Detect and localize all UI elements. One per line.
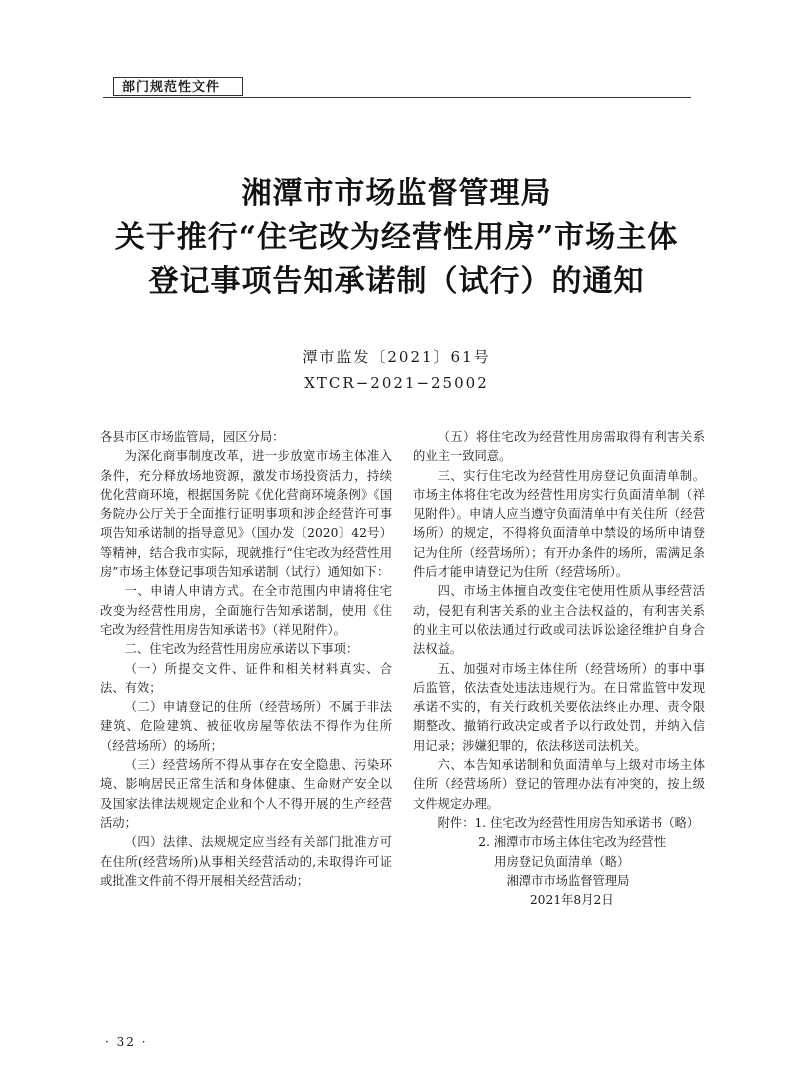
- paragraph: 五、加强对市场主体住所（经营场所）的事中事后监管，依法查处违法违规行为。在日常监管中发现承诺不实的，有关行政机关要依法终止办理、责令限期整改、撤销行政决定或者予以行政处罚，并纳入信用记录；涉嫌犯罪的，依法移送司法机关。: [413, 661, 705, 753]
- attachment-line: 2. 湘潭市市场主体住宅改为经营性: [478, 835, 666, 850]
- date: 2021年8月2日: [529, 893, 614, 908]
- paragraph: （二）申请登记的住所（经营场所）不属于非法建筑、危险建筑、被征收房屋等依法不得作为住所（经营场所）的场所；: [100, 700, 392, 753]
- attachments: [413, 814, 705, 872]
- paragraph: （一）所提交文件、证件和相关材料真实、合法、有效；: [100, 661, 392, 695]
- document-title: [80, 172, 713, 304]
- signature: 湘潭市市场监督管理局: [506, 873, 630, 888]
- paragraph: （五）将住宅改为经营性用房需取得有利害关系的业主一致同意。: [413, 430, 705, 464]
- title-line-2: 关于推行“住宅改为经营性用房”市场主体: [114, 220, 679, 255]
- paragraph: 一、申请人申请方式。在全市范围内申请将住宅改变为经营性用房，全面施行告知承诺制，使用《住宅改为经营性用房告知承诺书》（祥见附件）。: [100, 584, 392, 637]
- document-code: XTCR−2021−25002: [304, 374, 489, 392]
- section-tag: 部门规范性文件: [113, 77, 243, 96]
- page-number: · 32 ·: [105, 1035, 148, 1049]
- paragraph: 为深化商事制度改革，进一步放宽市场主体准入条件，充分释放场地资源，激发市场投资活力，持续优化营商环境，根据国务院《优化营商环境条例》《国务院办公厅关于全面推行证明事项和涉企经营许可事项告知承诺制的指导意见》（国办发〔2020〕42号）等精神，结合我市实际，现就推行“住宅改为经营性用房”市场主体登记事项告知承诺制（试行）通知如下：: [100, 449, 392, 580]
- left-column: [100, 428, 392, 891]
- paragraph: 二、住宅改为经营性用房应承诺以下事项：: [124, 642, 359, 657]
- header-rule: [103, 97, 691, 98]
- salutation: 各县市区市场监管局，园区分局：: [100, 430, 285, 444]
- document-number-block: [0, 344, 793, 396]
- paragraph: 六、本告知承诺制和负面清单与上级对市场主体住所（经营场所）登记的管理办法有冲突的，按上级文件规定办理。: [413, 758, 705, 811]
- paragraph: （三）经营场所不得从事存在安全隐患、污染环境、影响居民正常生活和身体健康、生命财产安全以及国家法律法规规定企业和个人不得开展的生产经营活动；: [100, 758, 392, 830]
- attachment-line: 用房登记负面清单（略）: [494, 854, 630, 869]
- paragraph: （四）法律、法规规定应当经有关部门批准方可在住所(经营场所)从事相关经营活动的,未取得许可证或批准文件前不得开展相关经营活动；: [100, 835, 392, 888]
- title-line-3: 登记事项告知承诺制（试行）的通知: [148, 264, 645, 299]
- paragraph: 四、市场主体擅自改变住宅使用性质从事经营活动，侵犯有利害关系的业主合法权益的，有利害关系的业主可以依法通过行政或司法诉讼途径维护自身合法权益。: [413, 584, 705, 657]
- paragraph: 三、实行住宅改为经营性用房登记负面清单制。市场主体将住宅改为经营性用房实行负面清单制（祥见附件）。申请人应当遵守负面清单中有关住所（经营场所）的规定，不得将负面清单中禁设的场所申请登记为住所（经营场所）；有开办条件的场所，需满足条件后才能申请登记为住所（经营场所）。: [413, 468, 705, 580]
- document-number: 潭市监发〔2021〕61号: [302, 348, 491, 366]
- right-column: [413, 428, 705, 910]
- attachment-line: 附件：1. 住宅改为经营性用房告知承诺书（略）: [437, 815, 700, 830]
- title-line-1: 湘潭市市场监督管理局: [241, 176, 552, 211]
